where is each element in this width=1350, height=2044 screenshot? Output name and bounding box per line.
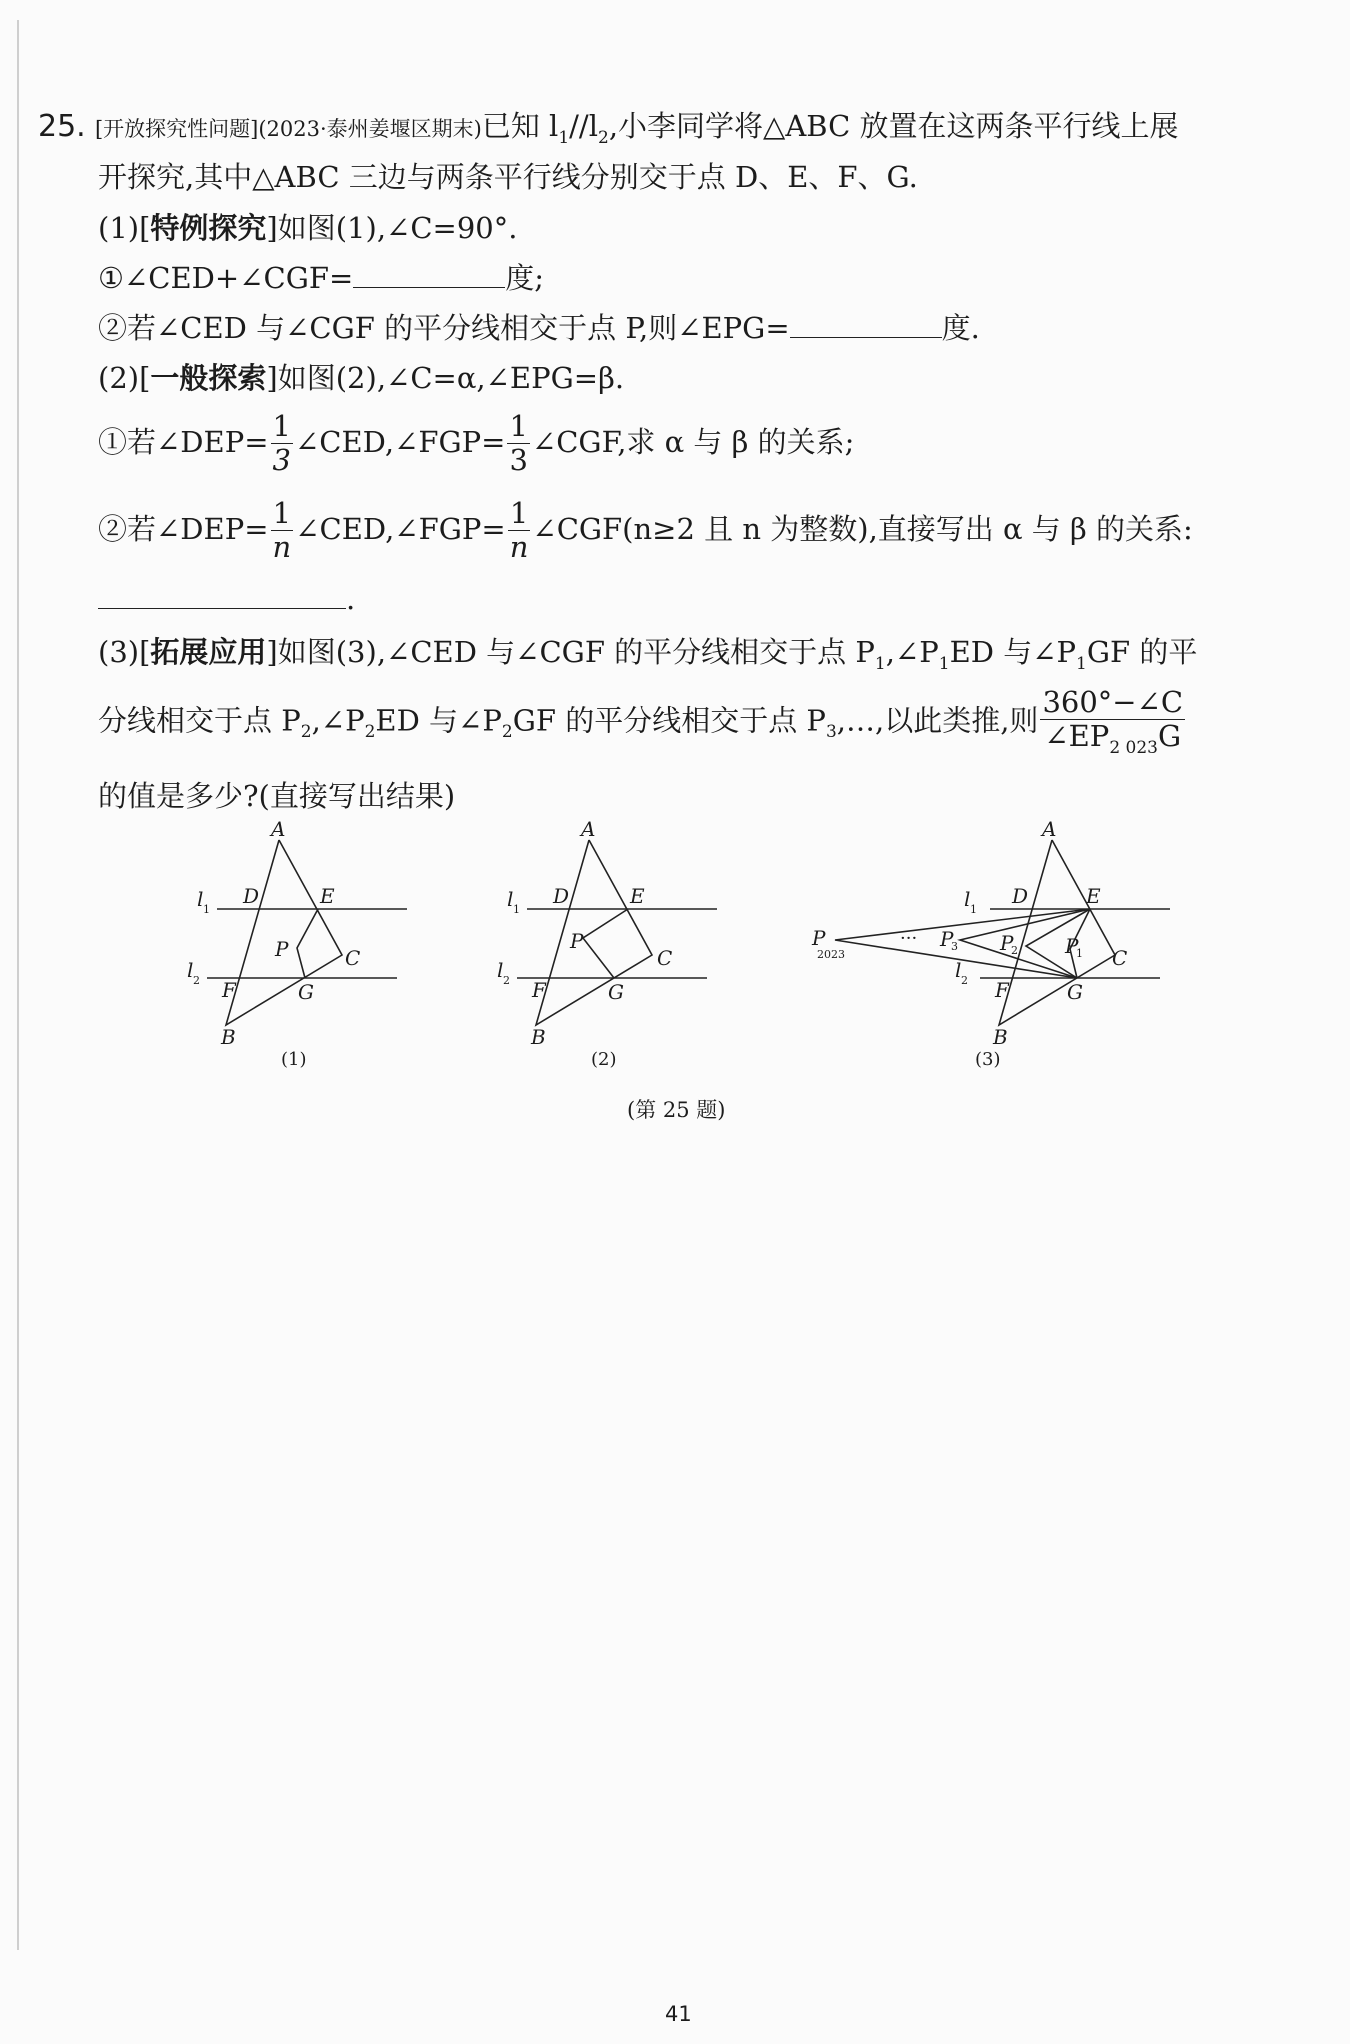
svg-text:G: G [608, 980, 624, 1004]
svg-text:D: D [1012, 884, 1029, 908]
svg-text:(1): (1) [281, 1049, 307, 1070]
svg-text:G: G [1067, 980, 1083, 1004]
svg-text:A: A [1042, 820, 1057, 841]
svg-text:P: P [275, 937, 289, 961]
page-number: 41 [665, 2002, 692, 2026]
part1-heading: (1)[特例探究]如图(1),∠C=90°. [98, 211, 518, 245]
question-number: 25. [38, 109, 86, 144]
left-margin-rule [17, 20, 19, 1950]
svg-text:C: C [1112, 946, 1128, 970]
figure-2 [485, 820, 735, 1090]
svg-text:2: 2 [193, 974, 200, 987]
svg-text:(3): (3) [975, 1049, 1001, 1070]
part2-question-2: ②若∠DEP= $\frac{1}{n}$ ∠CED,∠FGP= $\frac{1}{n}$ ∠CGF(n≥2 且 n 为整数),直接写出 α 与 β 的关系: [98, 496, 1193, 565]
fraction-one-third: $\frac{1}{3}$ [509, 409, 528, 478]
triangle-abc [999, 840, 1115, 1025]
part3-line-2: 分线相交于点 $P_2,\angle P_2ED$ 与$\angle P_2GF$ 的平分线相交于点 $P_3,\dots$,以此类推,则 $\frac{360^\circ-\angle C}{\angle EP_{2 023}G}$ [98, 685, 1184, 759]
part3-line-3: 的值是多少?(直接写出结果) [98, 779, 456, 813]
triangle-abc [536, 840, 652, 1025]
svg-text:l: l [497, 958, 504, 982]
svg-text:2: 2 [1011, 944, 1018, 957]
question-line-1: 25. [开放探究性问题](2023·泰州姜堰区期末)已知 $l_1//l_2$,小李同学将△ABC 放置在这两条平行线上展 [38, 109, 1179, 148]
svg-text:P: P [1065, 934, 1079, 958]
svg-text:l: l [507, 887, 514, 911]
svg-text:B: B [531, 1025, 546, 1049]
svg-text:B: B [221, 1025, 236, 1049]
svg-text:F: F [532, 978, 546, 1002]
svg-text:1: 1 [1076, 947, 1083, 960]
svg-text:F: F [995, 978, 1009, 1002]
part1-question-1: ①∠CED+∠CGF= 度; [98, 261, 545, 295]
fraction-one-over-n: $\frac{1}{n}$ [272, 496, 292, 565]
svg-text:1: 1 [970, 903, 977, 916]
fraction-360-minus-c: $\frac{360^\circ-\angle C}{\angle EP_{2 023}G}$ [1042, 685, 1184, 759]
svg-text:P: P [570, 929, 584, 953]
svg-text:D: D [553, 884, 570, 908]
fraction-one-third: $\frac{1}{3}$ [272, 409, 291, 478]
svg-text:E: E [630, 884, 645, 908]
svg-text:P: P [1000, 931, 1014, 955]
svg-text:2: 2 [503, 974, 510, 987]
svg-text:3: 3 [951, 940, 958, 953]
svg-text:1: 1 [513, 903, 520, 916]
svg-text:E: E [1086, 884, 1101, 908]
problem-caption: (第 25 题) [627, 1098, 726, 1122]
part1-question-2: ②若∠CED 与∠CGF 的平分线相交于点 P,则∠EPG= 度. [98, 311, 980, 345]
svg-text:···: ··· [900, 928, 918, 949]
answer-blank-2[interactable] [790, 337, 942, 338]
svg-text:P: P [940, 927, 954, 951]
svg-text:l: l [197, 887, 204, 911]
figure-3 [800, 820, 1190, 1090]
svg-text:2: 2 [961, 974, 968, 987]
svg-text:P: P [812, 926, 826, 950]
answer-blank-3[interactable] [98, 608, 346, 609]
svg-text:F: F [222, 978, 236, 1002]
triangle-abc [226, 840, 342, 1025]
svg-text:C: C [345, 946, 361, 970]
path-p2 [1026, 909, 1090, 978]
fraction-one-over-n: $\frac{1}{n}$ [509, 496, 529, 565]
part3-heading: (3)[拓展应用]如图(3),∠CED 与∠CGF 的平分线相交于点 $P_1,\angle P_1ED$ 与$\angle P_1GF$ 的平 [98, 635, 1198, 674]
path-p2023 [835, 909, 1090, 978]
svg-text:B: B [993, 1025, 1008, 1049]
svg-text:G: G [298, 980, 314, 1004]
svg-text:E: E [320, 884, 335, 908]
question-line-2: 开探究,其中△ABC 三边与两条平行线分别交于点 D、E、F、G. [98, 160, 918, 194]
part2-question-1: ①若∠DEP= $\frac{1}{3}$ ∠CED,∠FGP= $\frac{1}{3}$ ∠CGF,求 α 与 β 的关系; [98, 409, 855, 478]
svg-text:A: A [271, 820, 286, 841]
svg-text:A: A [581, 820, 596, 841]
svg-text:D: D [243, 884, 260, 908]
question-tag: [开放探究性问题](2023·泰州姜堰区期末) [94, 117, 482, 141]
bisector-path-p [583, 909, 628, 978]
svg-text:1: 1 [203, 903, 210, 916]
part2-heading: (2)[一般探索]如图(2),∠C=α,∠EPG=β. [98, 361, 625, 395]
svg-text:C: C [657, 946, 673, 970]
answer-blank-1[interactable] [353, 287, 505, 288]
svg-text:l: l [187, 958, 194, 982]
svg-text:l: l [955, 958, 962, 982]
figure-1 [175, 820, 425, 1090]
svg-text:2023: 2023 [817, 948, 845, 961]
svg-text:l: l [964, 887, 971, 911]
svg-text:(2): (2) [591, 1049, 617, 1070]
part2-answer-line: . [98, 582, 355, 616]
bisector-path-p [297, 909, 318, 978]
